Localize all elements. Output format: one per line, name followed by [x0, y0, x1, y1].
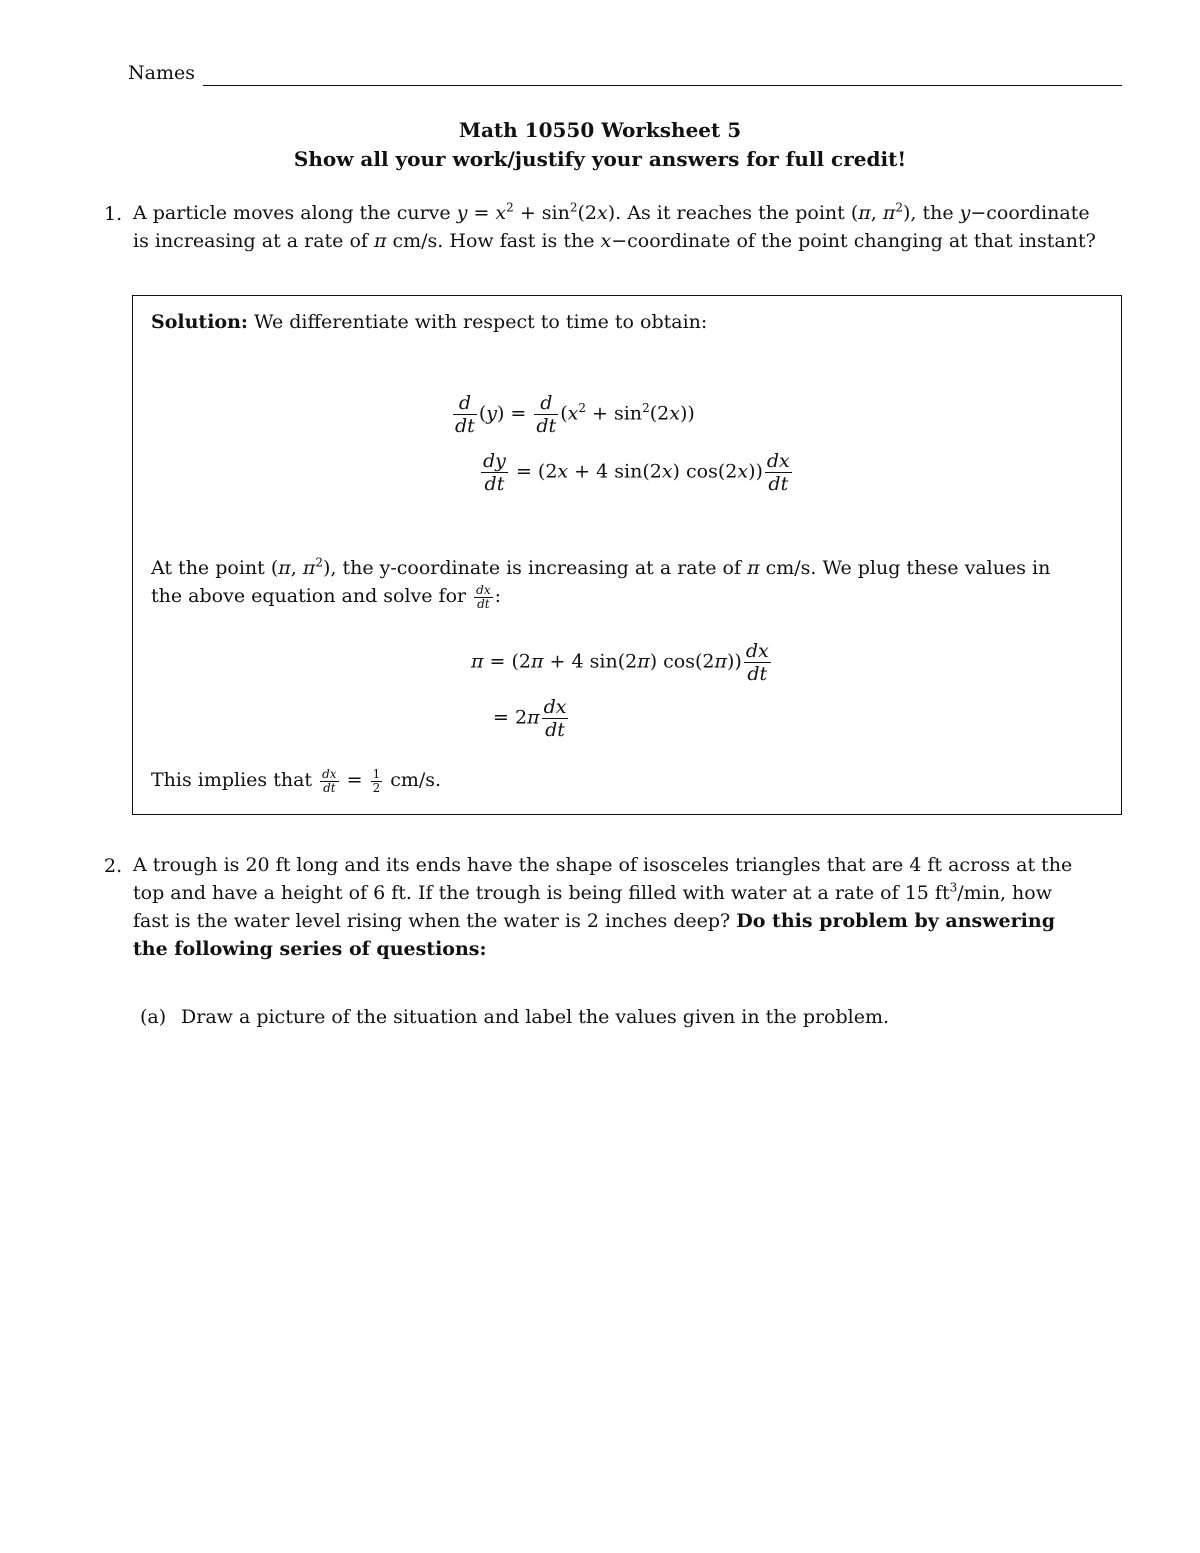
equation-line-2: $\frac{dy}{dt}$ = (2x + 4 sin(2x) cos(2x)) $\frac{dx}{dt}$ [483, 450, 790, 495]
worksheet-instructions: Show all your work/justify your answers for full credit! [293, 147, 907, 171]
part-a-text: Draw a picture of the situation and label the values given in the problem. [181, 1006, 890, 1028]
equation-line-3: π = (2π + 4 sin(2π) cos(2π)) $\frac{dx}{dt}$ [471, 640, 769, 685]
solution-label: Solution: [151, 311, 248, 333]
equation-line-1: $\frac{d}{dt}$ (y) = $\frac{d}{dt}$ $(x^2 + \sin^2(2x))$ [455, 392, 695, 437]
worksheet-title: Math 10550 Worksheet 5 [458, 118, 742, 142]
question-1-text: A particle moves along the curve $y = x^2 + \sin^2(2x)$. As it reaches the point (π, $\pi^2$), the y−coordinate is increasing at a rate of π cm/s. How fast is the x−coordinate of the point changing at that instant? [133, 200, 1096, 252]
solution-point-text: At the point (π, $\pi^2$), the y-coordinate is increasing at a rate of π cm/s. We plug these values in the above equation and solve for $\frac{dx}{dt}$ : [151, 555, 1051, 611]
equation-line-4: = 2π $\frac{dx}{dt}$ [493, 696, 567, 741]
question-2-number: 2. [104, 855, 123, 877]
names-line [203, 85, 1122, 86]
names-label: Names [128, 62, 195, 84]
solution-intro: Solution: We differentiate with respect to time to obtain: [151, 311, 708, 333]
solution-box [132, 295, 1122, 815]
question-1-number: 1. [104, 203, 123, 225]
question-2-text: A trough is 20 ft long and its ends have the shape of isosceles triangles that are 4 ft across at the top and have a height of 6 ft. If the trough is being filled with water at a rate of 15 $ft^3/\min$, how fast is the water level rising when the water is 2 inches deep? Do this problem by answering the following series of questions: [133, 854, 1073, 960]
part-a-label: (a) [140, 1006, 167, 1028]
names-field [128, 62, 1122, 88]
solution-conclusion: This implies that $\frac{dx}{dt}$ = $\frac{1}{2}$ cm/s. [151, 766, 442, 795]
